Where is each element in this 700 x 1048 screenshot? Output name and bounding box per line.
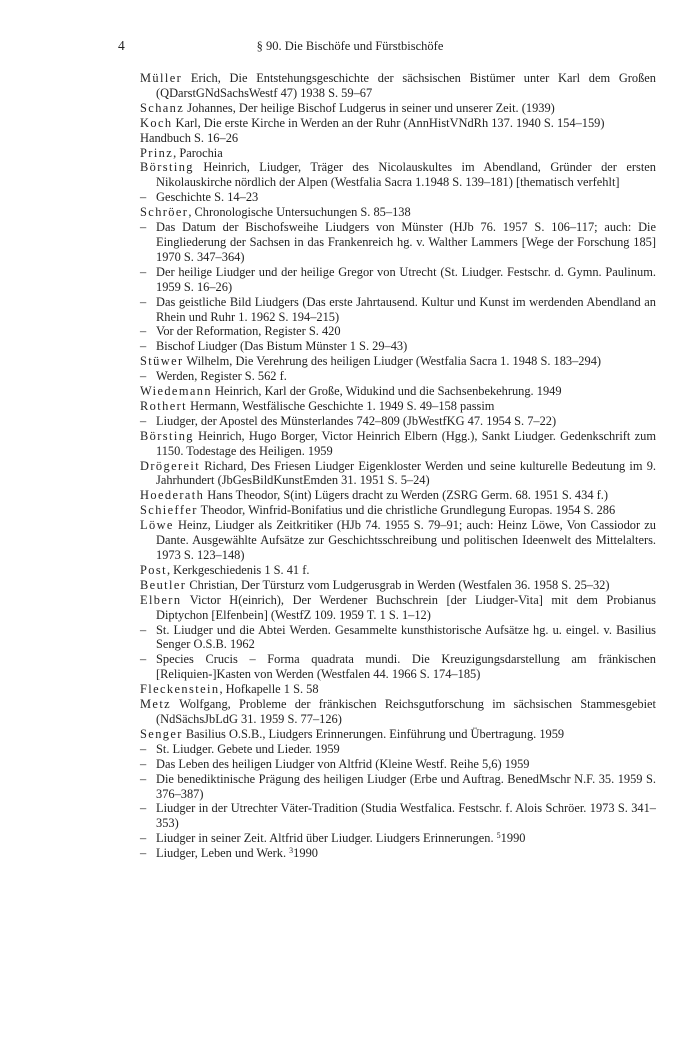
bibliography-subentry — [140, 846, 656, 861]
entry-text: Victor H(einrich), Der Werdener Buchschrein [der Liudger-Vita] mit dem Probianus Diptychon [Elfenbein] (WestfZ 109. 1959 T. 1 S. 1–12) — [156, 592, 656, 622]
entry-text: Wolfgang, Probleme der fränkischen Reichsgutforschung im sächsischen Stammesgebiet (NdSächsJbLdG 31. 1959 S. 77–126) — [156, 697, 656, 726]
bibliography-list — [140, 71, 656, 861]
bibliography-entry — [140, 578, 656, 593]
entry-text: Theodor, Winfrid-Bonifatius und die christliche Grundlegung Europas. 1954 S. 286 — [197, 503, 616, 518]
entry-author: Metz — [140, 697, 172, 712]
bibliography-entry — [140, 593, 656, 623]
entry-text: Heinrich, Hugo Borger, Victor Heinrich Elbern (Hgg.), Sankt Liudger. Gedenkschrift zum 1150. Todestage des Heiligen. 1959 — [156, 428, 656, 458]
bibliography-entry — [140, 101, 656, 116]
entry-author: Post — [140, 562, 167, 577]
entry-text: Johannes, Der heilige Bischof Ludgerus in seiner und unserer Zeit. (1939) — [184, 100, 555, 115]
entry-text: , Hofkapelle 1 S. 58 — [219, 682, 319, 697]
entry-text: Heinrich, Karl der Große, Widukind und die Sachsenbekehrung. 1949 — [211, 384, 562, 399]
entry-text: Heinrich, Liudger, Träger des Nicolauskultes im Abendland, Gründer der ersten Nikolauskirche nördlich der Alpen (Westfalia Sacra 1.1948 S. 139–181) [thematisch verfehlt] — [156, 160, 656, 190]
bibliography-subentry — [140, 190, 656, 205]
bibliography-entry — [140, 518, 656, 563]
bibliography-entry — [140, 205, 656, 220]
entry-text: St. Liudger. Gebete und Lieder. 1959 — [156, 741, 340, 756]
entry-dash: – — [140, 741, 147, 756]
entry-author: Beutler — [140, 577, 187, 592]
entry-dash: – — [140, 190, 147, 205]
bibliography-entry — [140, 354, 656, 369]
entry-text: St. Liudger und die Abtei Werden. Gesammelte kunsthistorische Aufsätze hg. u. eingel. v. Basilius Senger O.S.B. 1962 — [156, 622, 656, 652]
entry-author: Schröer — [140, 205, 189, 220]
entry-text: Species Crucis – Forma quadrata mundi. Die Kreuzigungsdarstellung am fränkischen [Reliquien-]Kasten von Werden (Westfalen 44. 1966 S. 174–185) — [156, 652, 656, 682]
bibliography-entry — [140, 488, 656, 503]
entry-text: Hans Theodor, S(int) Lügers dracht zu Werden (ZSRG Germ. 68. 1951 S. 434 f.) — [204, 488, 608, 503]
entry-text: Hermann, Westfälische Geschichte 1. 1949 S. 49–158 passim — [186, 398, 495, 413]
entry-year: 1990 — [293, 846, 318, 861]
bibliography-subentry — [140, 265, 656, 295]
bibliography-entry — [140, 503, 656, 518]
entry-author: Drögereit — [140, 458, 201, 473]
entry-dash: – — [140, 369, 147, 384]
bibliography-subentry — [140, 801, 656, 831]
running-header: § 90. Die Bischöfe und Fürstbischöfe — [256, 39, 444, 53]
entry-text: Bischof Liudger (Das Bistum Münster 1 S. 29–43) — [156, 339, 408, 354]
entry-text: Liudger, Leben und Werk. — [156, 846, 287, 861]
entry-text: Das geistliche Bild Liudgers (Das erste Jahrtausend. Kultur und Kunst im werdenden Abendland an Rhein und Ruhr 1. 1962 S. 194–215) — [156, 294, 656, 324]
entry-author: Hoederath — [140, 488, 205, 503]
entry-author: Müller — [140, 71, 183, 85]
entry-text: Werden, Register S. 562 f. — [156, 369, 287, 384]
bibliography-entry — [140, 697, 656, 727]
edition-superscript: 5 — [496, 831, 501, 841]
bibliography-entry — [140, 563, 656, 578]
entry-author: Schieffer — [140, 503, 198, 518]
entry-dash: – — [140, 413, 147, 428]
entry-text: Vor der Reformation, Register S. 420 — [156, 324, 341, 339]
bibliography-entry — [140, 459, 656, 489]
bibliography-subentry — [140, 652, 656, 682]
bibliography-subentry — [140, 623, 656, 653]
bibliography-subentry — [140, 295, 656, 325]
entry-text: Richard, Des Friesen Liudger Eigenkloster Werden und seine kulturelle Bedeutung im 9. Jahrhundert (JbGesBildKunstEmden 31. 1951 S. 5–24) — [156, 458, 656, 488]
bibliography-subentry — [140, 220, 656, 265]
entry-text: Christian, Der Türsturz vom Ludgerusgrab in Werden (Westfalen 36. 1958 S. 25–32) — [186, 577, 610, 592]
entry-text: Liudger in seiner Zeit. Altfrid über Liudger. Liudgers Erinnerungen. — [156, 831, 494, 846]
entry-dash: – — [140, 771, 147, 786]
entry-dash: – — [140, 801, 147, 816]
entry-author: Löwe — [140, 518, 174, 533]
entry-dash: – — [140, 220, 147, 235]
entry-text: Geschichte S. 14–23 — [156, 190, 259, 205]
entry-dash: – — [140, 264, 147, 279]
entry-text: Liudger, der Apostel des Münsterlandes 742–809 (JbWestfKG 47. 1954 S. 7–22) — [156, 413, 557, 428]
entry-author: Senger — [140, 726, 183, 741]
entry-text: Wilhelm, Die Verehrung des heiligen Liudger (Westfalia Sacra 1. 1948 S. 183–294) — [183, 354, 602, 369]
entry-author: Börsting — [140, 160, 194, 175]
entry-year: 1990 — [500, 831, 526, 846]
entry-author: Wiedemann — [140, 384, 212, 399]
entry-text: , Chronologische Untersuchungen S. 85–138 — [188, 205, 411, 220]
entry-text: Liudger in der Utrechter Väter-Tradition (Studia Westfalica. Festschr. f. Alois Schröer. 1973 S. 341–353) — [156, 801, 656, 831]
entry-text: Das Datum der Bischofsweihe Liudgers von Münster (HJb 76. 1957 S. 106–117; auch: Die Eingliederung der Sachsen in das Frankenreich hg. v. Walther Lammers [Wege der Forschung 185] 1970 S. 347–364) — [156, 220, 656, 264]
entry-author: Schanz — [140, 100, 185, 115]
entry-dash: – — [140, 324, 147, 339]
bibliography-subentry — [140, 757, 656, 772]
bibliography-entry — [140, 682, 656, 697]
entry-text: Der heilige Liudger und der heilige Gregor von Utrecht (St. Liudger. Festschr. d. Gymn. Paulinum. 1959 S. 16–26) — [156, 264, 656, 294]
entry-text: Erich, Die Entstehungsgeschichte der sächsischen Bistümer unter Karl dem Großen (QDarstGNdSachsWestf 47) 1938 S. 59–67 — [156, 71, 656, 100]
bibliography-subentry — [140, 414, 656, 429]
bibliography-entry — [140, 384, 656, 399]
entry-author: Koch — [140, 115, 173, 130]
bibliography-subentry — [140, 742, 656, 757]
bibliography-entry — [140, 116, 656, 131]
entry-author: Börsting — [140, 428, 194, 443]
page-number: 4 — [118, 38, 125, 53]
entry-dash: – — [140, 339, 147, 354]
entry-dash: – — [140, 622, 147, 637]
bibliography-entry — [140, 160, 656, 190]
bibliography-subentry — [140, 339, 656, 354]
entry-author: Prinz — [140, 145, 174, 160]
entry-text: Heinz, Liudger als Zeitkritiker (HJb 74. 1955 S. 79–91; auch: Heinz Löwe, Von Cassiodor zu Dante. Ausgewählte Aufsätze zur Geschichtsschreibung und politischen Ideenwelt des Mittelalters. 1973 S. 123–148) — [156, 518, 656, 562]
entry-text: Basilius O.S.B., Liudgers Erinnerungen. Einführung und Übertragung. 1959 — [182, 726, 565, 741]
entry-text: Karl, Die erste Kirche in Werden an der Ruhr (AnnHistVNdRh 137. 1940 S. 154–159) — [172, 115, 605, 130]
entry-author: Fleckenstein — [140, 682, 220, 697]
bibliography-subentry — [140, 772, 656, 802]
entry-dash: – — [140, 294, 147, 309]
entry-dash: – — [140, 652, 147, 667]
bibliography-entry — [140, 131, 656, 146]
bibliography-entry — [140, 429, 656, 459]
edition-superscript: 3 — [289, 846, 294, 856]
bibliography-subentry — [140, 369, 656, 384]
entry-text: Die benediktinische Prägung des heiligen Liudger (Erbe und Auftrag. BenedMschr N.F. 35. 1959 S. 376–387) — [156, 771, 656, 801]
entry-dash: – — [140, 831, 147, 846]
bibliography-entry — [140, 146, 656, 161]
bibliography-entry — [140, 727, 656, 742]
entry-author: Rothert — [140, 398, 187, 413]
entry-text: Das Leben des heiligen Liudger von Altfrid (Kleine Westf. Reihe 5,6) 1959 — [156, 756, 530, 771]
bibliography-entry — [140, 71, 656, 101]
entry-author: Stüwer — [140, 354, 184, 369]
bibliography-entry — [140, 399, 656, 414]
bibliography-subentry — [140, 831, 656, 846]
entry-dash: – — [140, 846, 147, 861]
entry-author: Elbern — [140, 592, 182, 607]
bibliography-subentry — [140, 324, 656, 339]
entry-dash: – — [140, 756, 147, 771]
entry-text: , Kerkgeschiedenis 1 S. 41 f. — [166, 562, 310, 577]
entry-text: , Parochia — [173, 145, 223, 160]
entry-text: Handbuch S. 16–26 — [140, 130, 239, 145]
